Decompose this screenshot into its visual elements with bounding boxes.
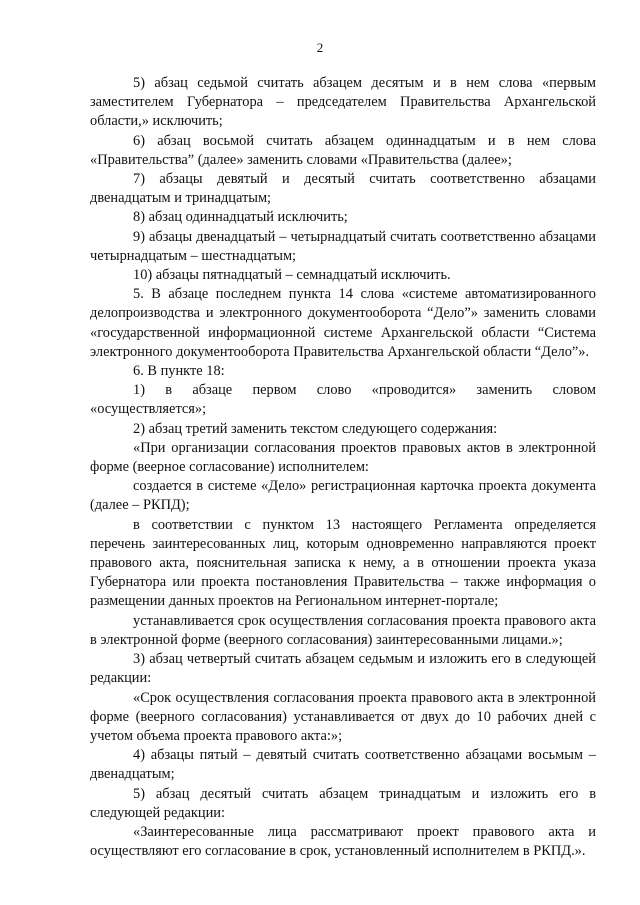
paragraph: 4) абзацы пятый – девятый считать соответственно абзацами восьмым – двенадцатым; — [90, 747, 596, 783]
paragraph: 5) абзац десятый считать абзацем тринадцатым и изложить его в следующей редакции: — [90, 785, 596, 821]
document-body — [90, 74, 596, 861]
paragraph: 6) абзац восьмой считать абзацем одиннадцатым и в нем слова «Правительства” (далее» заменить словами «Правительства (далее»; — [90, 132, 596, 168]
paragraph: 3) абзац четвертый считать абзацем седьмым и изложить его в следующей редакции: — [90, 651, 596, 687]
paragraph: 9) абзацы двенадцатый – четырнадцатый считать соответственно абзацами четырнадцатым – шестнадцатым; — [90, 228, 596, 264]
paragraph: 7) абзацы девятый и десятый считать соответственно абзацами двенадцатым и тринадцатым; — [90, 171, 596, 207]
paragraph: 5. В абзаце последнем пункта 14 слова «системе автоматизированного делопроизводства и электронного документооборота “Дело”» заменить словами «государственной информационной системе Архангельской области “Система электронного документооборота Правительства Архангельской области “Дело”». — [90, 286, 596, 360]
paragraph: «При организации согласования проектов правовых актов в электронной форме (веерное согласование) исполнителем: — [90, 439, 596, 476]
paragraph: 1) в абзаце первом слово «проводится» заменить словом «осуществляется»; — [90, 382, 596, 418]
paragraph: 5) абзац седьмой считать абзацем десятым и в нем слова «первым заместителем Губернатора – председателем Правительства Архангельской области,» исключить; — [90, 75, 596, 130]
paragraph: в соответствии с пунктом 13 настоящего Регламента определяется перечень заинтересованных лиц, которым одновременно направляются проект правового акта, пояснительная записка к нему, а в отношении проекта указа Губернатора или проекта постановления Правительства – также информация о размещении данных проектов на Региональном интернет-портале; — [90, 516, 596, 610]
paragraph: 6. В пункте 18: — [133, 363, 225, 380]
paragraph: устанавливается срок осуществления согласования проекта правового акта в электронной форме (веерного согласования) заинтересованными лицами.»; — [90, 612, 596, 648]
paragraph: 8) абзац одиннадцатый исключить; — [133, 209, 348, 226]
paragraph: 2) абзац третий заменить текстом следующего содержания: — [133, 420, 498, 437]
paragraph: 10) абзацы пятнадцатый – семнадцатый исключить. — [133, 267, 451, 284]
paragraph: создается в системе «Дело» регистрационная карточка проекта документа (далее – РКПД); — [90, 478, 596, 514]
paragraph: «Срок осуществления согласования проекта правового акта в электронной форме (веерного согласования) устанавливается от двух до 10 рабочих дней с учетом объема проекта правового акта:»; — [90, 689, 596, 744]
paragraph: «Заинтересованные лица рассматривают проект правового акта и осуществляют его согласование в срок, установленный исполнителем в РКПД.». — [90, 823, 596, 860]
page-number: 2 — [316, 40, 324, 55]
